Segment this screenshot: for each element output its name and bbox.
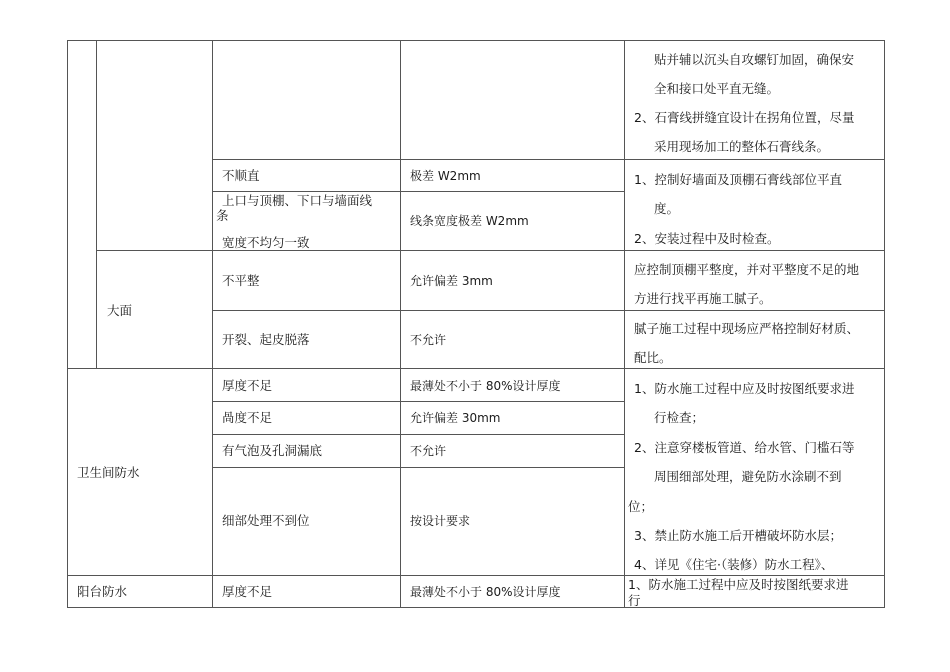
item-cell: 有气泡及孔洞漏底 (222, 443, 323, 458)
standard-cell: 极差 W2mm (410, 169, 481, 183)
item-cell: 上口与顶棚、下口与墙面线 (222, 193, 373, 208)
row-divider (212, 401, 625, 402)
table-border-left (67, 40, 68, 608)
measure-text: 应控制顶棚平整度，并对平整度不足的地 (634, 262, 860, 277)
standard-cell: 不允许 (410, 333, 447, 347)
item-cell: 厚度不足 (222, 584, 273, 599)
item-cell: 条 (216, 208, 229, 223)
measure-text: 2、石膏线拼缝宜设计在拐角位置，尽量 (634, 110, 855, 125)
standard-cell: 允许偏差 3mm (410, 274, 493, 288)
column-divider-sub (96, 40, 97, 368)
row-divider (96, 250, 885, 251)
table-border-top (67, 40, 885, 41)
measure-text: 度。 (654, 201, 680, 216)
measure-text: 配比。 (634, 350, 672, 365)
measure-text: 3、禁止防水施工后开槽破坏防水层； (634, 528, 842, 543)
group-label: 阳台防水 (77, 584, 128, 599)
column-divider-item (212, 40, 213, 608)
row-divider (212, 310, 885, 311)
measure-text: 周围细部处理，避免防水涂刷不到 (654, 469, 842, 484)
item-cell: 不平整 (222, 273, 260, 288)
measure-text: 行检查； (654, 410, 705, 425)
measure-text: 行 (628, 593, 641, 608)
table-border-bottom (67, 607, 885, 608)
measure-text: 全和接口处平直无缝。 (654, 81, 780, 96)
standard-cell: 允许偏差 30mm (410, 411, 501, 425)
standard-cell: 最薄处不小于 80%设计厚度 (410, 585, 561, 599)
item-cell: 开裂、起皮脱落 (222, 332, 310, 347)
subgroup-label: 大面 (107, 303, 133, 318)
measure-text: 位； (628, 499, 654, 514)
measure-text: 4、详见《住宅·（装修）防水工程》、 (634, 557, 834, 572)
measure-text: 采用现场加工的整体石膏线条。 (654, 139, 830, 154)
row-divider (212, 191, 625, 192)
measure-text: 腻子施工过程中现场应严格控制好材质、 (634, 321, 860, 336)
measure-text: 1、防水施工过程中应及时按图纸要求进 (628, 577, 849, 592)
standard-cell: 线条宽度极差 W2mm (410, 214, 529, 228)
group-divider (67, 575, 885, 576)
standard-cell: 最薄处不小于 80%设计厚度 (410, 379, 561, 393)
standard-cell: 不允许 (410, 444, 447, 458)
group-divider (67, 368, 885, 369)
item-cell: 厚度不足 (222, 378, 273, 393)
measure-text: 2、安装过程中及时检查。 (634, 231, 780, 246)
column-divider-standard (400, 40, 401, 608)
measure-text: 1、控制好墙面及顶棚石膏线部位平直 (634, 172, 842, 187)
group-label: 卫生间防水 (77, 465, 140, 480)
measure-text: 贴并辅以沉头自攻螺钉加固，确保安 (654, 52, 855, 67)
row-divider (212, 467, 625, 468)
row-divider (212, 159, 885, 160)
standard-cell: 按设计要求 (410, 514, 471, 528)
item-cell: 细部处理不到位 (222, 513, 310, 528)
item-cell: 咼度不足 (222, 410, 273, 425)
table-border-right (884, 40, 885, 608)
row-divider (212, 434, 625, 435)
measure-text: 1、防水施工过程中应及时按图纸要求进 (634, 381, 855, 396)
measure-text: 方进行找平再施工腻子。 (634, 291, 772, 306)
measure-text: 2、注意穿楼板管道、给水管、门槛石等 (634, 440, 855, 455)
column-divider-measure (624, 40, 625, 608)
item-cell: 不顺直 (222, 168, 260, 183)
item-cell: 宽度不均匀一致 (222, 235, 310, 250)
